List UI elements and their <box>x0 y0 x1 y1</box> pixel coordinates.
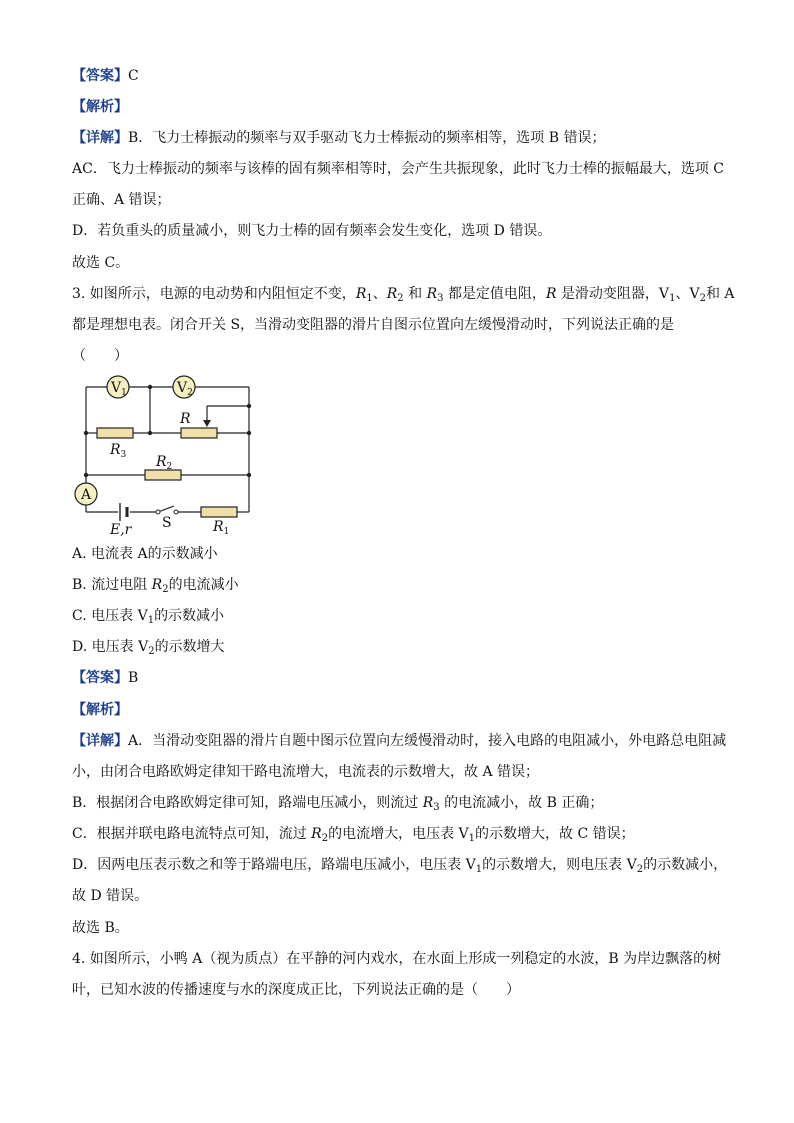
sub: 3 <box>437 293 444 304</box>
var: R <box>386 286 398 302</box>
var: R <box>311 826 322 842</box>
q3-blank: （ ） <box>72 348 128 364</box>
text: 的示数减小， <box>643 857 728 873</box>
junction-dot <box>247 404 251 408</box>
answer-tag: 【答案】 <box>72 670 128 686</box>
sub: 1 <box>147 615 155 626</box>
text: C．根据并联电路电流特点可知，流过 <box>72 826 307 842</box>
junction-dot <box>247 473 251 477</box>
answer-value: B <box>128 670 139 686</box>
var: R <box>545 286 557 302</box>
text: 的示数增大 <box>154 639 225 655</box>
v1-label: $V_1$ <box>111 380 127 398</box>
q3-detail-d2: 故 D 错误。 <box>72 888 149 904</box>
q2-answer <box>72 66 139 86</box>
text: D．因两电压表示数之和等于路端电压，路端电压减小，电压表 V <box>72 857 476 873</box>
text: C. 电压表 V <box>72 608 148 624</box>
resistor-r3 <box>97 428 133 438</box>
text: 是滑动变阻器，V <box>560 286 670 302</box>
text: 的示数减小 <box>154 608 225 624</box>
sub: 2 <box>162 584 169 595</box>
q3-stem-line1: 3. 如图所示，电源的电动势和内阻恒定不变，$R_1$、$R_2$ 和 $R_3$ 都是定值电阻，R 是滑动变阻器，$V_1$、$V_2$和 A <box>72 286 735 304</box>
text: 、 <box>372 286 387 302</box>
q3-detail-c <box>72 824 635 844</box>
text: B．根据闭合电路欧姆定律可知，路端电压减小，则流过 <box>72 795 419 811</box>
text: 和 A <box>705 286 735 302</box>
emf-label: E,r <box>110 522 132 538</box>
answer-tag: 【答案】 <box>72 68 128 84</box>
q2-detail-line4: D．若负重头的质量减小，则飞力士棒的固有频率会发生变化，选项 D 错误。 <box>72 223 552 239</box>
sub: 2 <box>397 293 404 304</box>
text: A．当滑动变阻器的滑片自题中图示位置向左缓慢滑动时，接入电路的电阻减小，外电路总电阻减 <box>128 733 727 749</box>
q2-conclusion: 故选 C。 <box>72 255 130 271</box>
r3-label: $R_3$ <box>110 442 127 460</box>
junction-dot <box>84 431 88 435</box>
text: 的电流减小 <box>168 577 239 593</box>
rheostat-r <box>181 428 217 438</box>
text: 3. 如图所示，电源的电动势和内阻恒定不变， <box>72 286 356 302</box>
q4-stem-line2: 叶，已知水波的传播速度与水的深度成正比，下列说法正确的是（ ） <box>72 982 520 998</box>
q3-detail-a1 <box>72 731 726 751</box>
detail-tag: 【详解】 <box>72 733 128 749</box>
sub: 1 <box>669 293 676 304</box>
r-label: R <box>180 411 191 427</box>
sub: 1 <box>475 864 483 875</box>
sub: 3 <box>433 802 440 813</box>
slider-arrow <box>203 420 211 427</box>
sub: 2 <box>148 646 155 657</box>
text: 的示数增大，故 C 错误； <box>475 826 635 842</box>
q3-analysis-tag: 【解析】 <box>72 702 128 718</box>
resistor-r2 <box>145 470 181 480</box>
sub: 1 <box>468 833 476 844</box>
option-c <box>72 606 224 626</box>
option-a: A. 电流表 A的示数减小 <box>72 546 218 562</box>
v2-label: $V_2$ <box>177 380 193 398</box>
text: 和 <box>408 286 423 302</box>
circuit-diagram <box>70 372 255 542</box>
r2-label: $R_2$ <box>156 454 173 472</box>
text: 的电流减小，故 B 正确； <box>444 795 604 811</box>
q2-detail-line3: 正确、A 错误； <box>72 192 171 208</box>
q3-conclusion: 故选 B。 <box>72 920 129 936</box>
q2-analysis-tag: 【解析】 <box>72 99 128 115</box>
var: R <box>151 577 163 593</box>
q2-detail-line2: AC．飞力士棒振动的频率与该棒的固有频率相等时，会产生共振现象，此时飞力士棒的振幅最大，选项 C <box>72 161 724 177</box>
text: 都是定值电阻， <box>447 286 546 302</box>
answer-value: C <box>128 68 139 84</box>
text: B. 流过电阻 <box>72 577 148 593</box>
junction-dot <box>247 431 251 435</box>
q3-detail-b <box>72 793 603 813</box>
switch-label: S <box>162 515 172 531</box>
junction-dot <box>148 385 152 389</box>
text: 的示数增大，则电压表 V <box>482 857 637 873</box>
sub: 2 <box>321 833 329 844</box>
switch-contact-right <box>174 510 178 514</box>
var: R <box>355 286 367 302</box>
r1-label: $R_1$ <box>213 519 230 537</box>
option-b <box>72 575 239 595</box>
sub: 2 <box>636 864 644 875</box>
var: R <box>422 795 434 811</box>
q3-detail-d1 <box>72 855 727 875</box>
detail-tag: 【详解】 <box>72 130 128 146</box>
q4-stem-line1: 4. 如图所示，小鸭 A（视为质点）在平静的河内戏水，在水面上形成一列稳定的水波，B 为岸边飘落的树 <box>72 951 722 967</box>
sub: 1 <box>366 293 373 304</box>
q2-detail-line1 <box>72 128 605 148</box>
q3-stem-line2: 都是理想电表。闭合开关 S，当滑动变阻器的滑片自图示位置向左缓慢滑动时，下列说法正确的是 <box>72 317 675 333</box>
switch-contact-left <box>156 510 160 514</box>
text: 的电流增大，电压表 V <box>328 826 469 842</box>
ammeter-label: A <box>81 487 92 503</box>
resistor-r1 <box>201 507 237 517</box>
sub: 2 <box>699 293 706 304</box>
text: B．飞力士棒振动的频率与双手驱动飞力士棒振动的频率相等，选项 B 错误； <box>128 130 606 146</box>
text: D. 电压表 V <box>72 639 149 655</box>
junction-dot <box>84 473 88 477</box>
q3-detail-a2: 小，由闭合电路欧姆定律知干路电流增大，电流表的示数增大，故 A 错误； <box>72 764 540 780</box>
q3-answer <box>72 668 138 688</box>
var: R <box>426 286 438 302</box>
junction-dot <box>148 431 152 435</box>
text: 、 <box>675 286 690 302</box>
option-d <box>72 637 225 657</box>
